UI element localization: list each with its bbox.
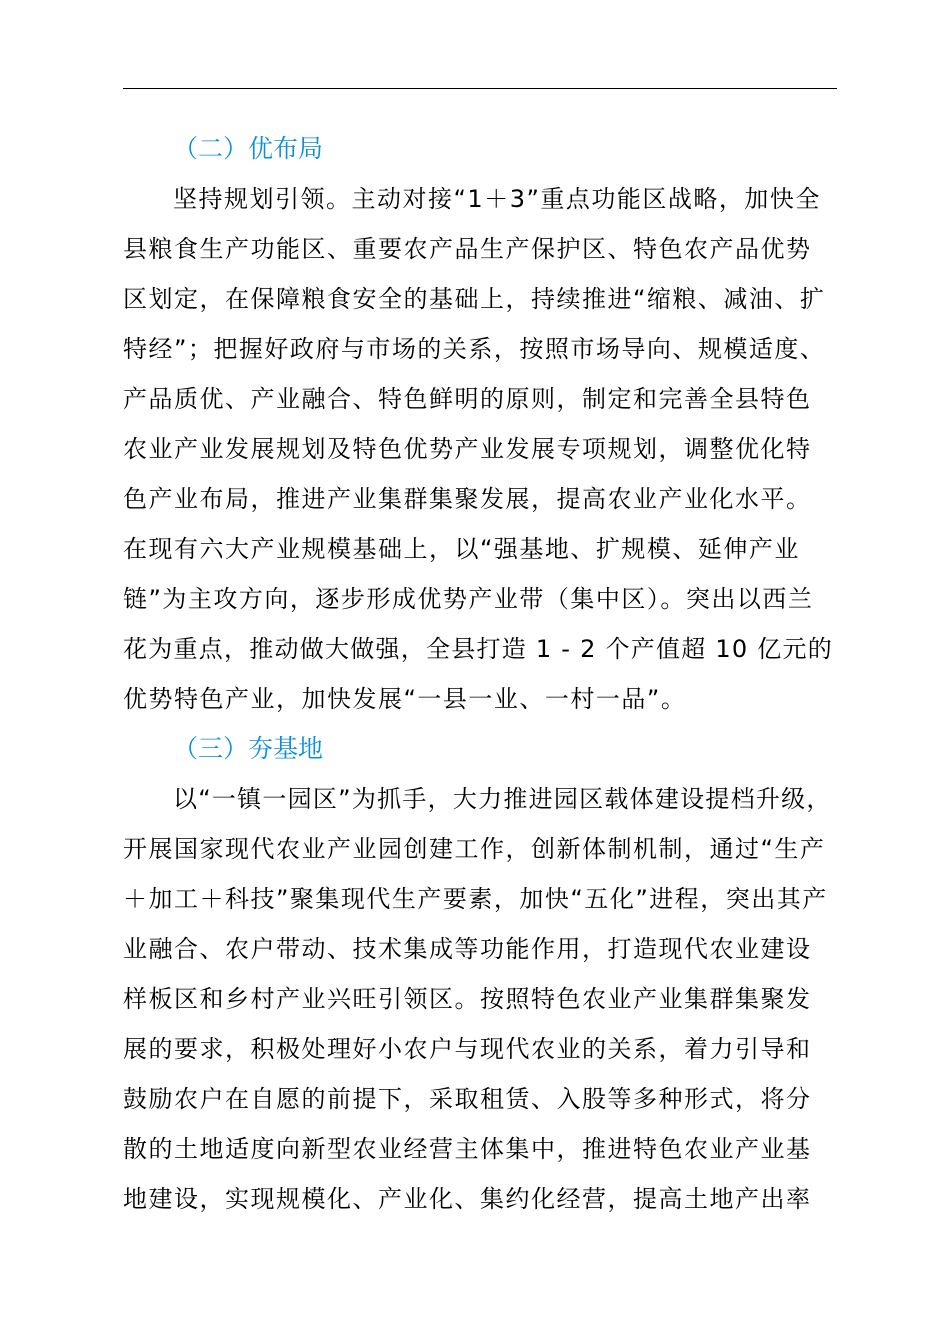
paragraph-line: 链”为主攻方向，逐步形成优势产业带（集中区）。突出以西兰 [123,585,814,613]
paragraph-line: 产品质优、产业融合、特色鲜明的原则，制定和完善全县特色 [123,385,812,413]
section-two-heading: （二）优布局 [173,134,324,163]
section-three-heading: （三）夯基地 [173,734,324,763]
paragraph-line: 开展国家现代农业产业园创建工作，创新体制机制，通过“生产 [123,835,826,863]
paragraph-line: 坚持规划引领。主动对接“1＋3”重点功能区战略，加快全 [173,185,821,213]
document-body [123,124,837,1224]
paragraph-line: 以“一镇一园区”为抓手，大力推进园区载体建设提档升级， [173,785,832,813]
paragraph-line: 县粮食生产功能区、重要农产品生产保护区、特色农产品优势 [123,235,812,263]
paragraph-line: 在现有六大产业规模基础上，以“强基地、扩规模、延伸产业 [123,535,800,563]
paragraph-line: 展的要求，积极处理好小农户与现代农业的关系，着力引导和 [123,1035,812,1063]
paragraph-line: 业融合、农户带动、技术集成等功能作用，打造现代农业建设 [123,935,812,963]
paragraph-line: 农业产业发展规划及特色优势产业发展专项规划，调整优化特 [123,435,812,463]
paragraph-line: 色产业布局，推进产业集群集聚发展，提高农业产业化水平。 [123,485,812,513]
paragraph-line: 优势特色产业，加快发展“一县一业、一村一品”。 [123,685,687,713]
paragraph-line: 样板区和乡村产业兴旺引领区。按照特色农业产业集群集聚发 [123,985,812,1013]
paragraph-line: 特经”；把握好政府与市场的关系，按照市场导向、规模适度、 [123,335,826,363]
header-rule [123,88,837,89]
paragraph-line: 鼓励农户在自愿的前提下，采取租赁、入股等多种形式，将分 [123,1085,812,1113]
section-three-paragraph [123,774,837,1224]
paragraph-line: 地建设，实现规模化、产业化、集约化经营，提高土地产出率 [123,1185,812,1213]
paragraph-line: 花为重点，推动做大做强，全县打造 1 - 2 个产值超 10 亿元的 [123,635,834,663]
paragraph-line: 散的土地适度向新型农业经营主体集中，推进特色农业产业基 [123,1135,812,1163]
section-two-paragraph [123,174,837,724]
paragraph-line: 区划定，在保障粮食安全的基础上，持续推进“缩粮、减油、扩 [123,285,826,313]
paragraph-line: ＋加工＋科技”聚集现代生产要素，加快“五化”进程，突出其产 [123,885,828,913]
